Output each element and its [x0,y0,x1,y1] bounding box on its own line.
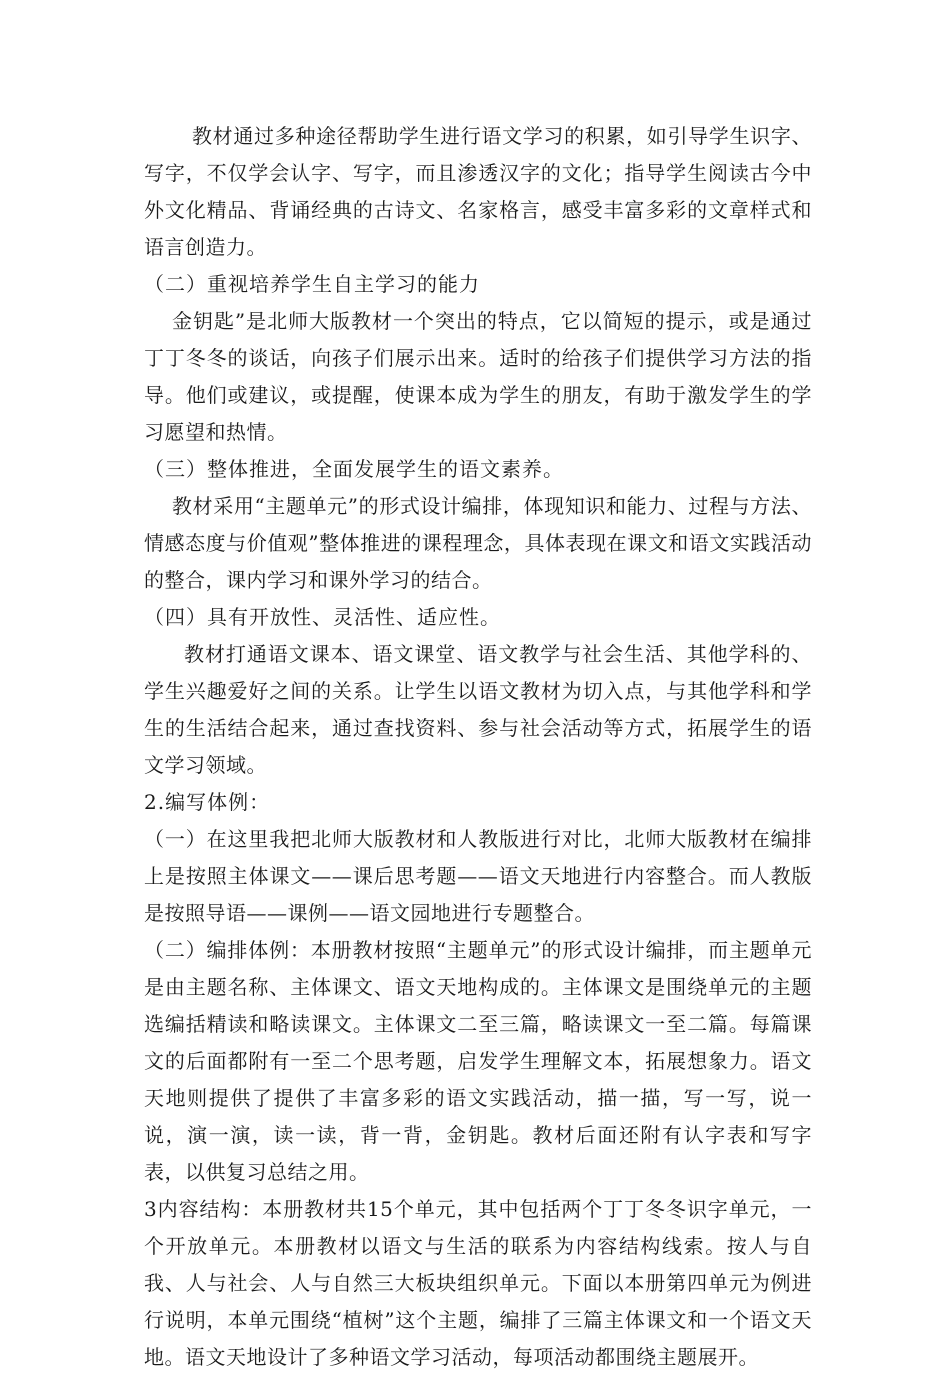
paragraph-golden-key: 金钥匙”是北师大版教材一个突出的特点，它以简短的提示，或是通过丁丁冬冬的谈话，向孩子们展示出来。适时的给孩子们提供学习方法的指导。他们或建议，或提醒，使课本成为学生的朋友，有助于激发学生的学习愿望和热情。 [144,309,812,444]
heading-writing-style: 2.编写体例： [144,790,271,814]
paragraph-openness: 教材打通语文课本、语文课堂、语文教学与社会生活、其他学科的、学生兴趣爱好之间的关系。让学生以语文教材为切入点，与其他学科和学生的生活结合起来，通过查找资料、参与社会活动等方式，拓展学生的语文学习领域。 [144,642,812,777]
paragraph-comparison: （一）在这里我把北师大版教材和人教版进行对比，北师大版教材在编排上是按照主体课文——课后思考题——语文天地进行内容整合。而人教版是按照导语——课例——语文园地进行专题整合。 [144,827,812,925]
heading-section-2: （二）重视培养学生自主学习的能力 [144,272,480,296]
heading-section-4: （四）具有开放性、灵活性、适应性。 [144,605,501,629]
heading-section-3: （三）整体推进，全面发展学生的语文素养。 [144,457,564,481]
paragraph-accumulation: 教材通过多种途径帮助学生进行语文学习的积累，如引导学生识字、写字，不仅学会认字、写字，而且渗透汉字的文化；指导学生阅读古今中外文化精品、背诵经典的古诗文、名家格言，感受丰富多彩的文章样式和语言创造力。 [144,124,812,259]
paragraph-content-structure: 3内容结构：本册教材共15个单元，其中包括两个丁丁冬冬识字单元，一个开放单元。本册教材以语文与生活的联系为内容结构线索。按人与自我、人与社会、人与自然三大板块组织单元。下面以本册第四单元为例进行说明，本单元围绕“植树”这个主题，编排了三篇主体课文和一个语文天地。语文天地设计了多种语文学习活动，每项活动都围绕主题展开。 [144,1197,812,1369]
paragraph-theme-unit: 教材采用“主题单元”的形式设计编排，体现知识和能力、过程与方法、情感态度与价值观”整体推进的课程理念，具体表现在课文和语文实践活动的整合，课内学习和课外学习的结合。 [144,494,812,592]
paragraph-layout-style: （二）编排体例：本册教材按照“主题单元”的形式设计编排，而主题单元是由主题名称、主体课文、语文天地构成的。主体课文是围绕单元的主题选编括精读和略读课文。主体课文二至三篇，略读课文一至二篇。每篇课文的后面都附有一至二个思考题，启发学生理解文本，拓展想象力。语文天地则提供了提供了丰富多彩的语文实践活动，描一描，写一写，说一说，演一演，读一读，背一背，金钥匙。教材后面还附有认字表和写字表，以供复习总结之用。 [144,938,812,1184]
document-page [144,118,812,1376]
